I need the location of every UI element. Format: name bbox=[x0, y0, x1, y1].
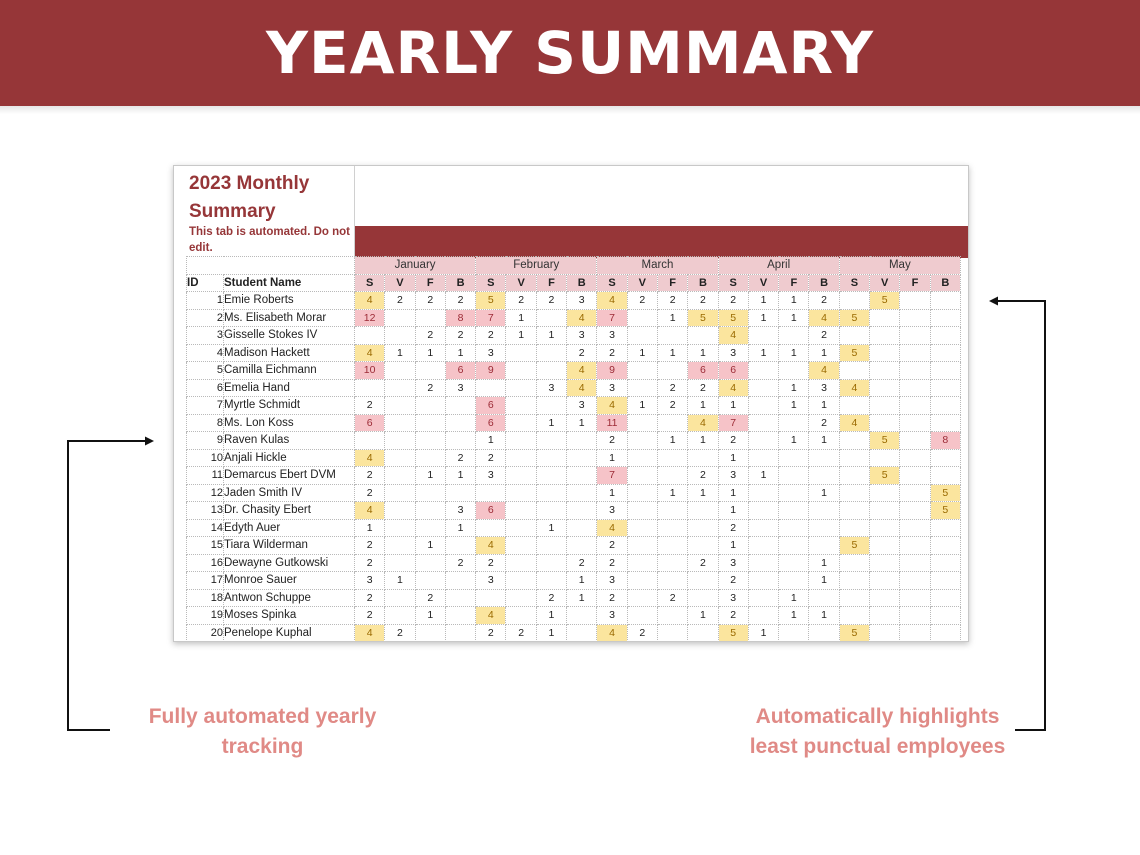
value-cell: 2 bbox=[476, 624, 506, 642]
value-cell: 2 bbox=[506, 292, 536, 310]
value-cell: 5 bbox=[688, 309, 718, 327]
value-cell: 2 bbox=[385, 624, 415, 642]
value-cell: 2 bbox=[355, 484, 385, 502]
value-cell: 2 bbox=[415, 589, 445, 607]
student-name: Madison Hackett bbox=[224, 344, 355, 362]
value-cell: 1 bbox=[779, 432, 809, 450]
value-cell: 1 bbox=[506, 309, 536, 327]
value-cell: 2 bbox=[415, 379, 445, 397]
value-cell: 5 bbox=[930, 502, 960, 520]
value-cell: 1 bbox=[688, 484, 718, 502]
row-id: 18 bbox=[187, 589, 224, 607]
value-cell: 1 bbox=[779, 344, 809, 362]
value-cell: 1 bbox=[415, 537, 445, 555]
value-cell: 1 bbox=[779, 397, 809, 415]
value-cell: 3 bbox=[536, 379, 566, 397]
value-cell: 1 bbox=[445, 344, 475, 362]
caption-automated-tracking: Fully automated yearly tracking bbox=[148, 705, 377, 758]
value-cell: 1 bbox=[718, 484, 748, 502]
value-cell: 1 bbox=[415, 344, 445, 362]
value-cell: 2 bbox=[657, 379, 687, 397]
student-name: Myrtle Schmidt bbox=[224, 397, 355, 415]
value-cell: 1 bbox=[657, 344, 687, 362]
row-id: 20 bbox=[187, 624, 224, 642]
value-cell: 4 bbox=[567, 362, 597, 380]
sheet-note: This tab is automated. Do not edit. bbox=[189, 226, 351, 254]
value-cell: 5 bbox=[870, 467, 900, 485]
value-cell: 3 bbox=[476, 467, 506, 485]
value-cell: 2 bbox=[445, 292, 475, 310]
value-cell: 1 bbox=[779, 309, 809, 327]
row-id: 13 bbox=[187, 502, 224, 520]
value-cell: 3 bbox=[597, 572, 627, 590]
value-cell: 2 bbox=[688, 379, 718, 397]
student-name: Camilla Eichmann bbox=[224, 362, 355, 380]
value-cell: 1 bbox=[445, 467, 475, 485]
value-cell: 4 bbox=[809, 309, 839, 327]
value-cell: 3 bbox=[718, 589, 748, 607]
value-cell: 1 bbox=[536, 624, 566, 642]
value-cell: 1 bbox=[748, 344, 778, 362]
category-header: F bbox=[900, 274, 930, 292]
value-cell: 1 bbox=[748, 467, 778, 485]
value-cell: 2 bbox=[355, 397, 385, 415]
value-cell: 4 bbox=[355, 624, 385, 642]
value-cell: 2 bbox=[355, 554, 385, 572]
value-cell: 3 bbox=[809, 379, 839, 397]
arrow-right-icon bbox=[68, 437, 154, 731]
value-cell: 1 bbox=[809, 397, 839, 415]
row-id: 15 bbox=[187, 537, 224, 555]
row-id: 7 bbox=[187, 397, 224, 415]
row-id: 3 bbox=[187, 327, 224, 345]
student-name: Anjali Hickle bbox=[224, 449, 355, 467]
value-cell: 2 bbox=[445, 449, 475, 467]
value-cell: 4 bbox=[718, 379, 748, 397]
month-header: March bbox=[597, 257, 718, 275]
student-name: Antwon Schuppe bbox=[224, 589, 355, 607]
value-cell: 1 bbox=[536, 414, 566, 432]
value-cell: 5 bbox=[718, 624, 748, 642]
value-cell: 1 bbox=[415, 607, 445, 625]
value-cell: 2 bbox=[718, 292, 748, 310]
category-header: B bbox=[688, 274, 718, 292]
row-id: 12 bbox=[187, 484, 224, 502]
value-cell: 4 bbox=[567, 309, 597, 327]
value-cell: 6 bbox=[445, 362, 475, 380]
value-cell: 4 bbox=[597, 292, 627, 310]
value-cell: 7 bbox=[718, 414, 748, 432]
value-cell: 2 bbox=[718, 432, 748, 450]
student-name: Ms. Lon Koss bbox=[224, 414, 355, 432]
month-header: February bbox=[476, 257, 597, 275]
value-cell: 3 bbox=[597, 379, 627, 397]
value-cell: 3 bbox=[355, 572, 385, 590]
value-cell: 2 bbox=[385, 292, 415, 310]
row-id: 16 bbox=[187, 554, 224, 572]
value-cell: 2 bbox=[536, 589, 566, 607]
month-header: May bbox=[839, 257, 960, 275]
value-cell: 6 bbox=[355, 414, 385, 432]
row-id: 14 bbox=[187, 519, 224, 537]
value-cell: 3 bbox=[445, 502, 475, 520]
value-cell: 1 bbox=[657, 432, 687, 450]
value-cell: 9 bbox=[597, 362, 627, 380]
value-cell: 4 bbox=[355, 502, 385, 520]
value-cell: 2 bbox=[688, 554, 718, 572]
value-cell: 1 bbox=[718, 449, 748, 467]
category-header: B bbox=[567, 274, 597, 292]
category-header: F bbox=[779, 274, 809, 292]
row-id: 5 bbox=[187, 362, 224, 380]
value-cell: 1 bbox=[779, 589, 809, 607]
value-cell: 1 bbox=[536, 607, 566, 625]
value-cell: 4 bbox=[809, 362, 839, 380]
student-name: Tiara Wilderman bbox=[224, 537, 355, 555]
month-header: January bbox=[355, 257, 476, 275]
value-cell: 2 bbox=[536, 292, 566, 310]
value-cell: 3 bbox=[567, 327, 597, 345]
value-cell: 2 bbox=[718, 519, 748, 537]
value-cell: 1 bbox=[657, 309, 687, 327]
student-name: Ms. Elisabeth Morar bbox=[224, 309, 355, 327]
value-cell: 4 bbox=[688, 414, 718, 432]
page-title: YEARLY SUMMARY bbox=[266, 19, 874, 87]
value-cell: 1 bbox=[385, 344, 415, 362]
value-cell: 1 bbox=[506, 327, 536, 345]
value-cell: 4 bbox=[718, 327, 748, 345]
student-name: Jaden Smith IV bbox=[224, 484, 355, 502]
value-cell: 6 bbox=[688, 362, 718, 380]
value-cell: 7 bbox=[597, 309, 627, 327]
category-header: F bbox=[657, 274, 687, 292]
value-cell: 8 bbox=[930, 432, 960, 450]
value-cell: 1 bbox=[809, 572, 839, 590]
value-cell: 2 bbox=[597, 432, 627, 450]
value-cell: 8 bbox=[445, 309, 475, 327]
sheet-title: 2023 Monthly Summary bbox=[189, 173, 310, 222]
value-cell: 2 bbox=[415, 327, 445, 345]
value-cell: 7 bbox=[476, 309, 506, 327]
row-id: 9 bbox=[187, 432, 224, 450]
value-cell: 2 bbox=[567, 344, 597, 362]
value-cell: 2 bbox=[355, 607, 385, 625]
row-id: 2 bbox=[187, 309, 224, 327]
value-cell: 12 bbox=[355, 309, 385, 327]
row-id: 10 bbox=[187, 449, 224, 467]
value-cell: 2 bbox=[688, 292, 718, 310]
value-cell: 1 bbox=[718, 502, 748, 520]
value-cell: 3 bbox=[476, 572, 506, 590]
value-cell: 5 bbox=[930, 484, 960, 502]
row-id: 17 bbox=[187, 572, 224, 590]
category-header: B bbox=[445, 274, 475, 292]
column-header-id: ID bbox=[187, 274, 224, 292]
value-cell: 1 bbox=[718, 537, 748, 555]
value-cell: 1 bbox=[748, 292, 778, 310]
month-header: April bbox=[718, 257, 839, 275]
value-cell: 4 bbox=[597, 624, 627, 642]
category-header: B bbox=[809, 274, 839, 292]
value-cell: 2 bbox=[567, 554, 597, 572]
value-cell: 2 bbox=[627, 624, 657, 642]
student-name: Penelope Kuphal bbox=[224, 624, 355, 642]
value-cell: 1 bbox=[597, 484, 627, 502]
value-cell: 3 bbox=[597, 502, 627, 520]
value-cell: 4 bbox=[355, 292, 385, 310]
value-cell: 2 bbox=[597, 537, 627, 555]
value-cell: 5 bbox=[839, 537, 869, 555]
student-name: Raven Kulas bbox=[224, 432, 355, 450]
value-cell: 6 bbox=[476, 502, 506, 520]
category-header: F bbox=[415, 274, 445, 292]
value-cell: 9 bbox=[476, 362, 506, 380]
value-cell: 1 bbox=[445, 519, 475, 537]
value-cell: 1 bbox=[476, 432, 506, 450]
category-header: S bbox=[718, 274, 748, 292]
value-cell: 2 bbox=[718, 607, 748, 625]
value-cell: 1 bbox=[688, 397, 718, 415]
value-cell: 3 bbox=[718, 467, 748, 485]
category-header: S bbox=[839, 274, 869, 292]
value-cell: 2 bbox=[355, 467, 385, 485]
value-cell: 2 bbox=[809, 292, 839, 310]
row-id: 6 bbox=[187, 379, 224, 397]
arrow-left-icon bbox=[989, 297, 1045, 731]
value-cell: 1 bbox=[748, 624, 778, 642]
value-cell: 1 bbox=[779, 379, 809, 397]
category-header: V bbox=[870, 274, 900, 292]
value-cell: 2 bbox=[597, 344, 627, 362]
value-cell: 2 bbox=[355, 589, 385, 607]
value-cell: 1 bbox=[536, 519, 566, 537]
value-cell: 1 bbox=[688, 607, 718, 625]
value-cell: 2 bbox=[657, 397, 687, 415]
value-cell: 4 bbox=[839, 379, 869, 397]
value-cell: 1 bbox=[597, 449, 627, 467]
student-name: Edyth Auer bbox=[224, 519, 355, 537]
value-cell: 3 bbox=[567, 397, 597, 415]
value-cell: 3 bbox=[597, 607, 627, 625]
value-cell: 1 bbox=[748, 309, 778, 327]
value-cell: 5 bbox=[870, 432, 900, 450]
category-header: V bbox=[385, 274, 415, 292]
value-cell: 2 bbox=[809, 414, 839, 432]
value-cell: 2 bbox=[597, 589, 627, 607]
student-name: Emelia Hand bbox=[224, 379, 355, 397]
category-header: V bbox=[748, 274, 778, 292]
value-cell: 7 bbox=[597, 467, 627, 485]
value-cell: 4 bbox=[597, 519, 627, 537]
value-cell: 1 bbox=[567, 572, 597, 590]
value-cell: 1 bbox=[627, 397, 657, 415]
value-cell: 2 bbox=[809, 327, 839, 345]
value-cell: 1 bbox=[718, 397, 748, 415]
value-cell: 2 bbox=[627, 292, 657, 310]
value-cell: 3 bbox=[718, 344, 748, 362]
value-cell: 6 bbox=[718, 362, 748, 380]
value-cell: 3 bbox=[445, 379, 475, 397]
value-cell: 3 bbox=[718, 554, 748, 572]
student-name: Gisselle Stokes IV bbox=[224, 327, 355, 345]
value-cell: 4 bbox=[567, 379, 597, 397]
value-cell: 1 bbox=[809, 344, 839, 362]
category-header: S bbox=[355, 274, 385, 292]
column-header-name: Student Name bbox=[224, 274, 355, 292]
value-cell: 11 bbox=[597, 414, 627, 432]
value-cell: 2 bbox=[445, 554, 475, 572]
student-name: Monroe Sauer bbox=[224, 572, 355, 590]
value-cell: 2 bbox=[657, 292, 687, 310]
value-cell: 10 bbox=[355, 362, 385, 380]
value-cell: 1 bbox=[385, 572, 415, 590]
value-cell: 1 bbox=[567, 589, 597, 607]
value-cell: 5 bbox=[718, 309, 748, 327]
category-header: S bbox=[476, 274, 506, 292]
category-header: V bbox=[627, 274, 657, 292]
value-cell: 4 bbox=[476, 537, 506, 555]
value-cell: 2 bbox=[506, 624, 536, 642]
value-cell: 3 bbox=[567, 292, 597, 310]
value-cell: 4 bbox=[476, 607, 506, 625]
value-cell: 1 bbox=[355, 519, 385, 537]
value-cell: 6 bbox=[476, 414, 506, 432]
value-cell: 1 bbox=[809, 607, 839, 625]
category-header: S bbox=[597, 274, 627, 292]
value-cell: 3 bbox=[476, 344, 506, 362]
category-header: F bbox=[536, 274, 566, 292]
value-cell: 5 bbox=[839, 624, 869, 642]
value-cell: 1 bbox=[536, 327, 566, 345]
value-cell: 1 bbox=[567, 414, 597, 432]
value-cell: 1 bbox=[809, 432, 839, 450]
value-cell: 3 bbox=[597, 327, 627, 345]
value-cell: 4 bbox=[355, 449, 385, 467]
student-name: Emie Roberts bbox=[224, 292, 355, 310]
value-cell: 5 bbox=[870, 292, 900, 310]
caption-highlights: Automatically highlights least punctual employees bbox=[749, 705, 1006, 758]
value-cell: 5 bbox=[839, 344, 869, 362]
student-name: Dr. Chasity Ebert bbox=[224, 502, 355, 520]
value-cell: 1 bbox=[779, 292, 809, 310]
value-cell: 1 bbox=[809, 484, 839, 502]
value-cell: 4 bbox=[597, 397, 627, 415]
student-name: Demarcus Ebert DVM bbox=[224, 467, 355, 485]
value-cell: 1 bbox=[809, 554, 839, 572]
value-cell: 5 bbox=[839, 309, 869, 327]
row-id: 1 bbox=[187, 292, 224, 310]
row-id: 4 bbox=[187, 344, 224, 362]
student-name: Dewayne Gutkowski bbox=[224, 554, 355, 572]
value-cell: 2 bbox=[476, 449, 506, 467]
value-cell: 4 bbox=[839, 414, 869, 432]
value-cell: 5 bbox=[476, 292, 506, 310]
value-cell: 1 bbox=[688, 432, 718, 450]
category-header: V bbox=[506, 274, 536, 292]
value-cell: 2 bbox=[355, 537, 385, 555]
category-header: B bbox=[930, 274, 960, 292]
row-id: 11 bbox=[187, 467, 224, 485]
value-cell: 2 bbox=[688, 467, 718, 485]
value-cell: 2 bbox=[445, 327, 475, 345]
value-cell: 4 bbox=[355, 344, 385, 362]
value-cell: 1 bbox=[688, 344, 718, 362]
value-cell: 1 bbox=[415, 467, 445, 485]
value-cell: 1 bbox=[627, 344, 657, 362]
value-cell: 2 bbox=[415, 292, 445, 310]
value-cell: 1 bbox=[657, 484, 687, 502]
row-id: 19 bbox=[187, 607, 224, 625]
value-cell: 2 bbox=[476, 554, 506, 572]
value-cell: 1 bbox=[779, 607, 809, 625]
value-cell: 6 bbox=[476, 397, 506, 415]
value-cell: 2 bbox=[718, 572, 748, 590]
row-id: 8 bbox=[187, 414, 224, 432]
student-name: Moses Spinka bbox=[224, 607, 355, 625]
value-cell: 2 bbox=[657, 589, 687, 607]
value-cell: 2 bbox=[597, 554, 627, 572]
value-cell: 2 bbox=[476, 327, 506, 345]
